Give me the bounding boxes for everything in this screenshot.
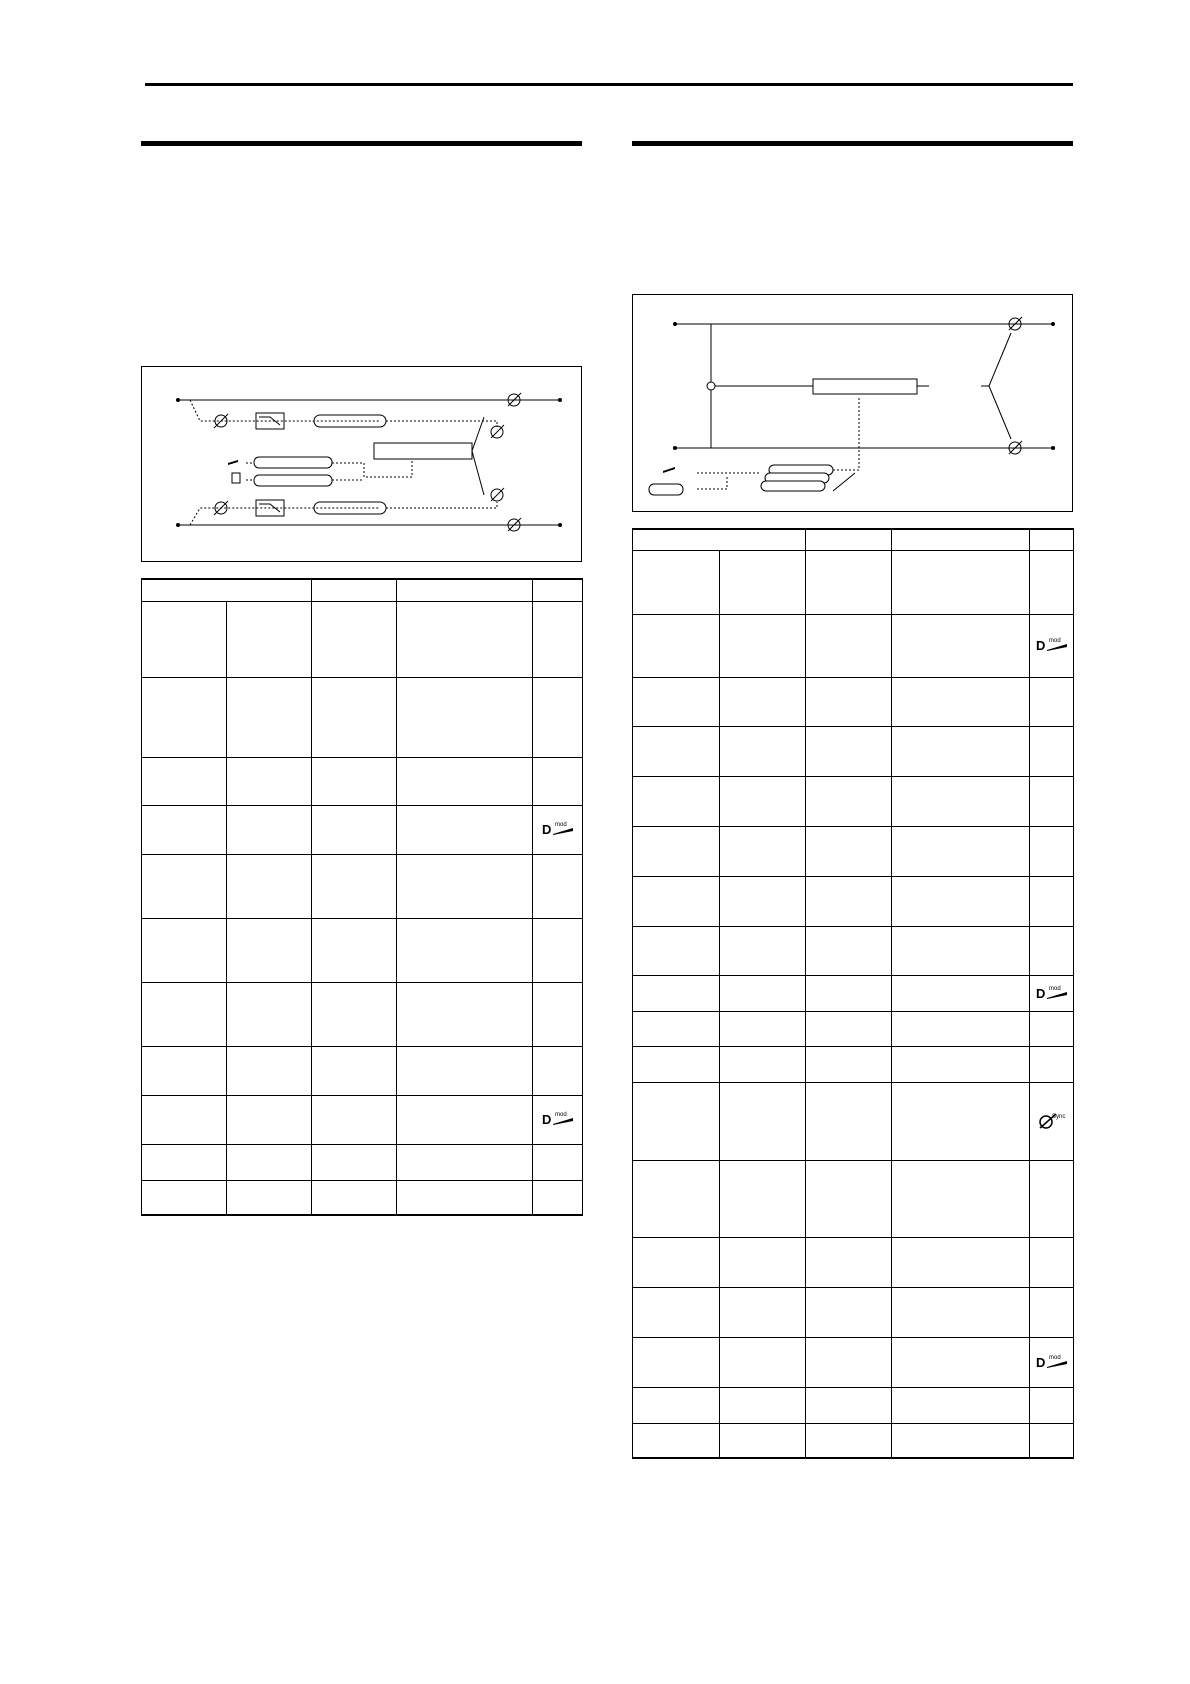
- table-row: [633, 876, 1074, 926]
- table-row: [142, 982, 583, 1046]
- svg-text:D: D: [541, 1112, 551, 1126]
- right-diagram-svg: [633, 295, 1072, 511]
- svg-text:Sync: Sync: [1051, 1113, 1065, 1120]
- left-header-desc: [397, 579, 533, 601]
- right-mixer-node: [707, 382, 715, 390]
- table-row: [633, 975, 1074, 1011]
- svg-text:D: D: [1035, 985, 1045, 1000]
- table-row: [142, 918, 583, 982]
- svg-text:D: D: [541, 822, 551, 836]
- table-row: [142, 601, 583, 677]
- left-mod-source-icons: [228, 460, 240, 483]
- svg-text:mod: mod: [554, 822, 567, 828]
- table-row: [633, 826, 1074, 876]
- table-row: [142, 1046, 583, 1095]
- dmod-icon: [1030, 1337, 1074, 1387]
- right-section-rule: [632, 141, 1073, 146]
- table-row: [142, 1095, 583, 1144]
- table-row: [633, 550, 1074, 614]
- svg-text:mod: mod: [1048, 638, 1061, 644]
- table-row: [633, 776, 1074, 826]
- svg-text:mod: mod: [1048, 985, 1061, 992]
- left-section-rule: [141, 141, 582, 146]
- left-modulation-block: [374, 443, 472, 459]
- dmod-icon: [533, 805, 583, 854]
- left-header-src: [533, 579, 583, 601]
- table-row: [633, 1337, 1074, 1387]
- table-row: [633, 1046, 1074, 1082]
- right-lfo-box-3: [761, 481, 825, 491]
- table-row: [142, 1144, 583, 1180]
- svg-text:D: D: [1035, 1354, 1045, 1369]
- right-block-diagram: [632, 294, 1073, 512]
- left-mod-lfo-2: [254, 475, 332, 486]
- table-row: [633, 1082, 1074, 1160]
- table-row: [142, 854, 583, 918]
- left-diagram-svg: [142, 367, 581, 561]
- left-block-diagram: [141, 366, 582, 562]
- table-row: [633, 726, 1074, 776]
- table-row: [142, 805, 583, 854]
- table-row: [142, 1180, 583, 1215]
- page-header-rule: [145, 83, 1073, 86]
- table-row: [633, 1387, 1074, 1423]
- left-header-param: [142, 579, 312, 601]
- right-effect-block: [813, 379, 917, 394]
- svg-text:mod: mod: [554, 1112, 567, 1118]
- table-row: [633, 614, 1074, 677]
- left-header-value: [312, 579, 397, 601]
- right-pedal-icon: [663, 467, 675, 473]
- bpm-sync-icon: [1030, 1082, 1074, 1160]
- left-pedal-icon: [228, 460, 238, 465]
- table-row: [633, 1011, 1074, 1046]
- dmod-icon: [1030, 975, 1074, 1011]
- left-mod-lfo-1: [254, 457, 332, 468]
- svg-text:D: D: [1035, 638, 1045, 652]
- table-row: [633, 677, 1074, 726]
- table-row: [633, 529, 1074, 550]
- left-tempo-icon: [232, 473, 240, 483]
- table-row: [142, 579, 583, 601]
- table-row: [633, 926, 1074, 975]
- table-row: [633, 1423, 1074, 1458]
- table-row: [633, 1237, 1074, 1287]
- table-row: [633, 1287, 1074, 1337]
- table-row: [142, 757, 583, 805]
- table-row: [633, 1160, 1074, 1237]
- table-row: [142, 677, 583, 757]
- right-parameter-table: [632, 528, 1074, 1459]
- left-parameter-table: [141, 578, 583, 1216]
- svg-text:mod: mod: [1048, 1354, 1061, 1361]
- right-tempo-box: [649, 484, 683, 495]
- dmod-icon: [533, 1095, 583, 1144]
- dmod-icon: [1030, 614, 1074, 677]
